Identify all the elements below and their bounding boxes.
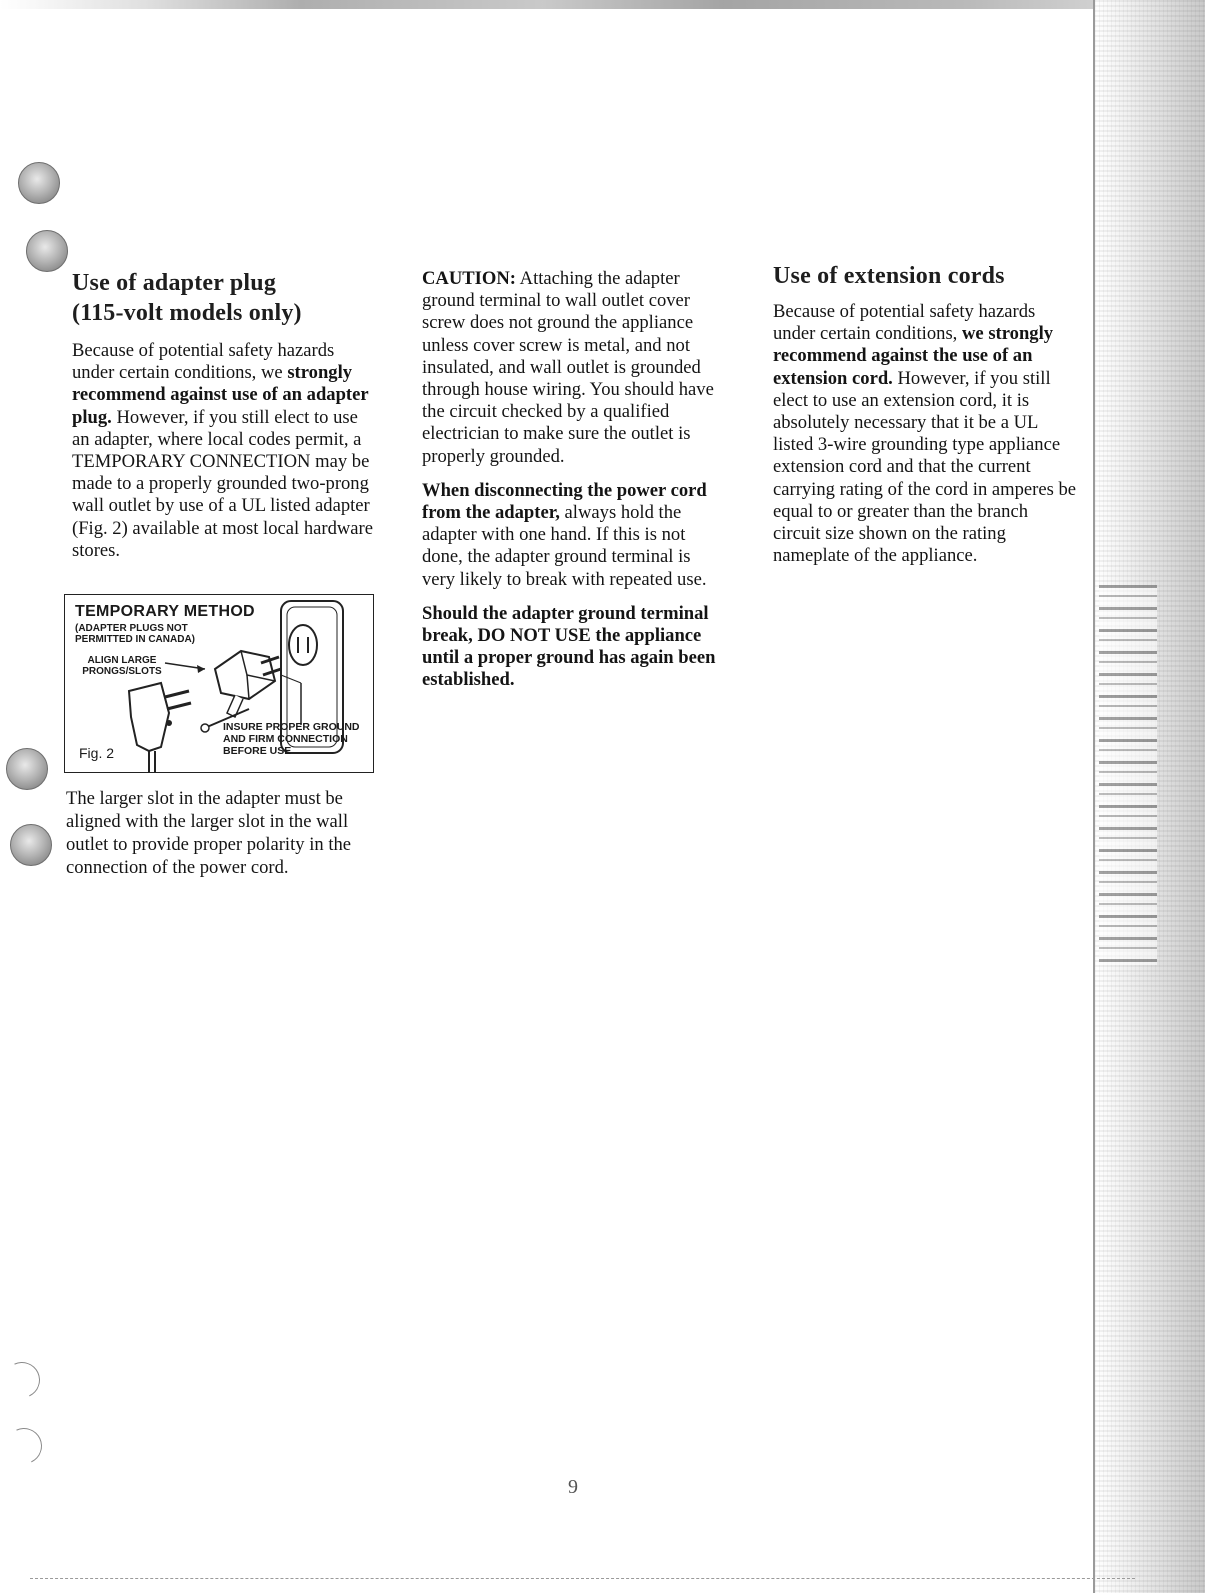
paragraph-text: Because of potential safety hazards under certain conditions, we xyxy=(72,340,335,384)
caution-label: CAUTION: xyxy=(422,268,517,289)
section-heading xyxy=(72,268,377,328)
scan-edge-marks xyxy=(1099,585,1157,965)
binder-hole-icon xyxy=(18,162,60,204)
figure-2-adapter-diagram xyxy=(64,594,374,773)
disconnect-paragraph xyxy=(422,480,727,591)
polarity-section xyxy=(66,787,386,891)
binder-hole-icon xyxy=(6,748,48,790)
emphasis-text: we strongly recommend against the use of an extension cord. xyxy=(773,323,1054,389)
caution-section xyxy=(422,268,727,704)
warning-paragraph xyxy=(422,603,727,692)
polarity-paragraph: The larger slot in the adapter must be aligned with the larger slot in the wall outlet to provide proper polarity in the connection of the power cord. xyxy=(66,788,352,878)
section-heading: Use of extension cords xyxy=(773,263,1005,289)
paragraph-text: always hold the adapter with one hand. If this is not done, the adapter ground terminal is very likely to break with repeated use. xyxy=(422,502,707,590)
binder-ring-mark-icon xyxy=(1,1423,47,1469)
paragraph-text: However, if you still elect to use an adapter, where local codes permit, a TEMPORARY CONNECTION may be made to a properly grounded two-prong wall outlet by use of a UL listed adapter (Fig. 2) available at most local hardware stores. xyxy=(72,406,374,561)
page-number: 9 xyxy=(568,1476,578,1498)
caution-paragraph xyxy=(422,268,727,468)
binder-hole-icon xyxy=(10,824,52,866)
figure-callout-align: ALIGN LARGE PRONGS/SLOTS xyxy=(82,655,162,677)
figure-note: (ADAPTER PLUGS NOT PERMITTED IN CANADA) xyxy=(75,623,195,645)
warning-text: Should the adapter ground terminal break, DO NOT USE the appliance until a proper ground has again been established. xyxy=(422,602,716,691)
adapter-paragraph xyxy=(72,340,377,562)
scan-top-edge xyxy=(0,0,1205,9)
paragraph-text: Attaching the adapter ground terminal to wall outlet cover screw does not ground the appliance unless cover screw is metal, and not insulated, and wall outlet is grounded through house wiring. You should have the circuit checked by a qualified electrician to make sure the outlet is properly grounded. xyxy=(422,268,714,467)
heading-line: Use of adapter plug xyxy=(72,270,277,296)
binder-hole-icon xyxy=(26,230,68,272)
emphasis-text: strongly recommend against use of an adapter plug. xyxy=(72,362,369,428)
figure-callout-ground: INSURE PROPER GROUND AND FIRM CONNECTION BEFORE USE xyxy=(223,721,360,757)
extension-cord-section xyxy=(773,263,1078,579)
paragraph-text: However, if you still elect to use an extension cord, it is absolutely necessary that it be a UL listed 3-wire grounding type appliance extension cord and that the current carrying rating of the cord in amperes be equal to or greater than the branch circuit size shown on the rating nameplate of the appliance. xyxy=(773,367,1077,567)
extension-paragraph xyxy=(773,301,1078,567)
scan-bottom-edge xyxy=(30,1578,1135,1579)
figure-title: TEMPORARY METHOD xyxy=(75,603,255,620)
heading-line: (115-volt models only) xyxy=(72,300,302,326)
figure-label: Fig. 2 xyxy=(79,745,115,761)
adapter-plug-section xyxy=(72,268,377,574)
emphasis-text: When disconnecting the power cord from the adapter, xyxy=(422,479,707,524)
paragraph-text: Because of potential safety hazards under certain conditions, xyxy=(773,301,1036,345)
binder-ring-mark-icon xyxy=(0,1357,45,1403)
